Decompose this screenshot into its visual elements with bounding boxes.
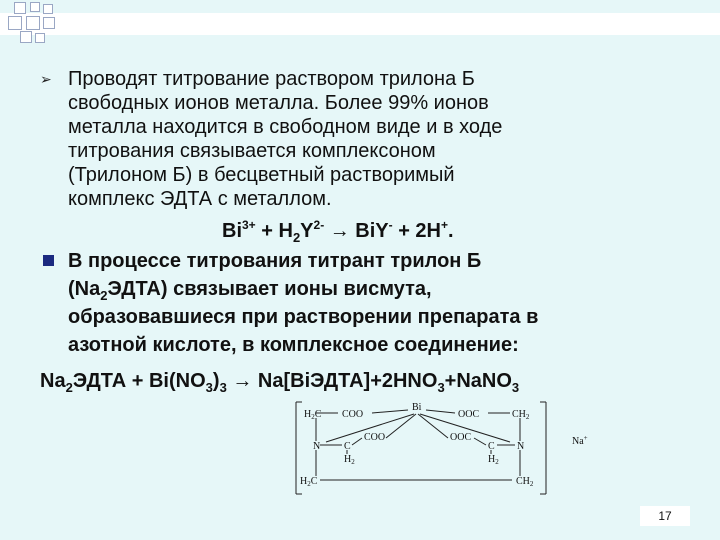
paragraph-line: свободных ионов металла. Более 99% ионов	[68, 92, 489, 114]
paragraph-line: металла находится в свободном виде и в ходе	[68, 116, 503, 138]
h2-right-label: $H_2$	[488, 454, 499, 466]
bi-atom-label: Bi	[412, 402, 422, 413]
h2c-top-label: $H_2C$	[304, 409, 322, 421]
paragraph-line: образовавшиеся при растворении препарата в	[68, 306, 539, 328]
equation-bismuth-edta: $Bi^{3+} + H_2Y^{2-} \to BiY^- + 2H^+$.	[222, 218, 454, 245]
ch2-top-label: $CH_2$	[512, 409, 530, 421]
coo-top-label: COO	[342, 409, 364, 420]
h2c-bottom-label: $H_2C$	[300, 476, 318, 488]
equation-bismuth-nitrate: $Na_2ЭДТА + Bi(NO_3)_3$ → $Na[BiЭДТА]+2HNO_3+NaNO_3$	[40, 370, 520, 395]
page-number: 17	[640, 506, 690, 526]
n-left-label: N	[313, 441, 321, 452]
paragraph-line: $(Na_2ЭДТА)$ связывает ионы висмута,	[68, 278, 432, 303]
c-right-label: C	[488, 441, 495, 452]
paragraph-line: Проводят титрование раствором трилона Б	[68, 68, 475, 90]
na-plus-label: Na+	[572, 434, 588, 447]
bismuth-edta-structure	[290, 400, 610, 500]
paragraph-line: (Трилоном Б) в бесцветный растворимый	[68, 164, 455, 186]
coo-mid-label: COO	[364, 432, 386, 443]
n-right-label: N	[517, 441, 525, 452]
c-left-label: C	[344, 441, 351, 452]
ch2-bottom-label: $CH_2$	[516, 476, 534, 488]
square-bullet-icon	[43, 255, 54, 266]
paragraph-line: азотной кислоте, в комплексное соединение:	[68, 334, 519, 356]
ooc-top-label: OOC	[458, 409, 480, 420]
paragraph-line: комплекс ЭДТА с металлом.	[68, 188, 332, 210]
paragraph-line: титрования связывается комплексоном	[68, 140, 436, 162]
ooc-mid-label: OOC	[450, 432, 472, 443]
arrow-bullet-icon: ➢	[40, 71, 52, 87]
h2-left-label: $H_2$	[344, 454, 355, 466]
paragraph-line: В процессе титрования титрант трилон Б	[68, 250, 482, 272]
